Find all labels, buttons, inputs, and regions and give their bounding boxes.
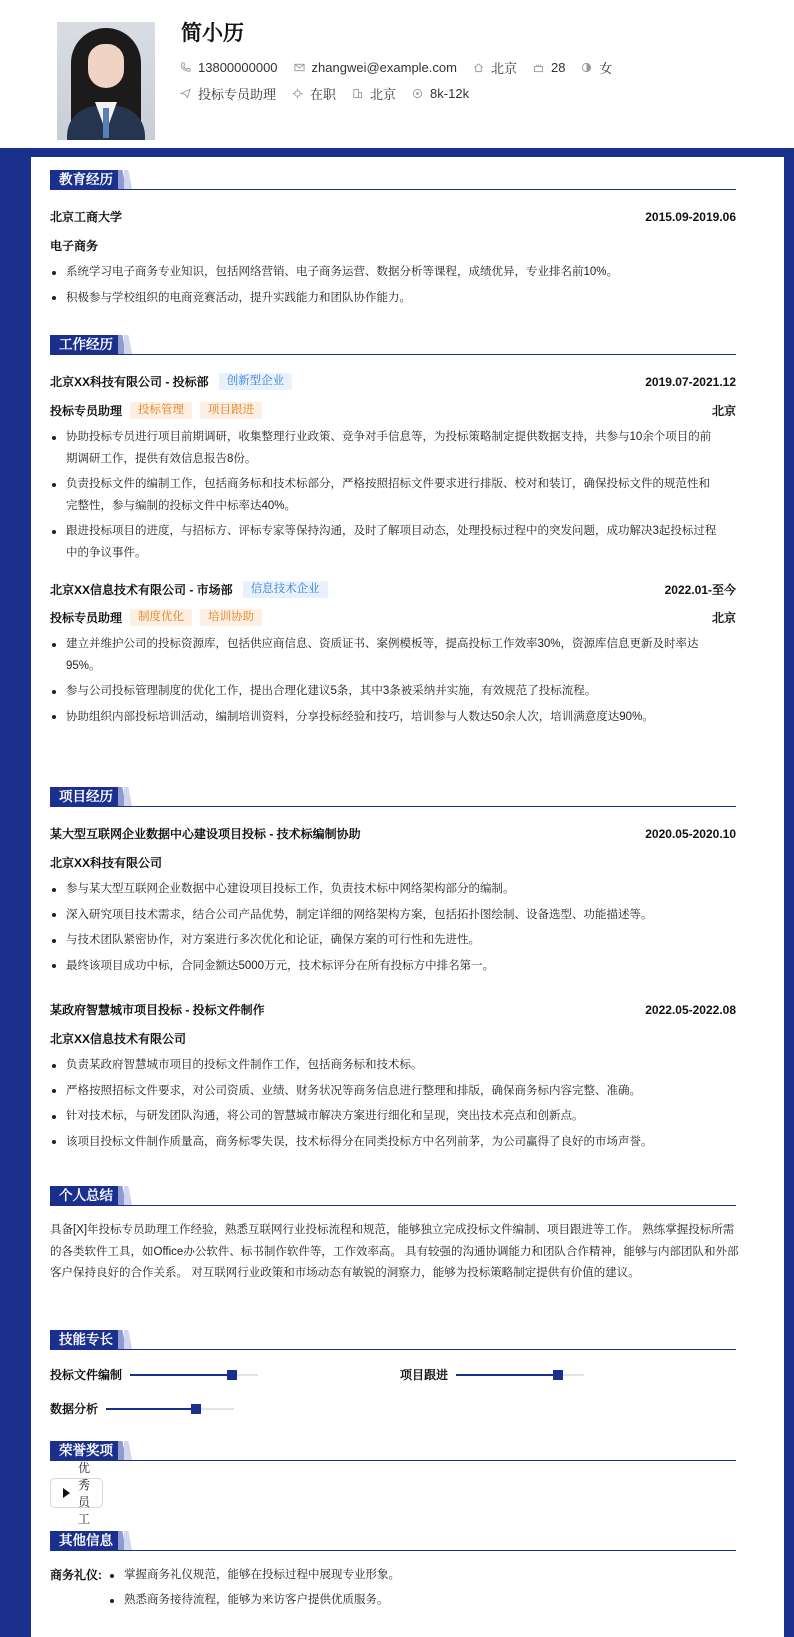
- project-1-header: [50, 1001, 736, 1018]
- play-icon: [63, 1488, 70, 1498]
- project-company: 北京XX科技有限公司: [50, 856, 163, 870]
- skill-tag: 项目跟进: [200, 402, 262, 419]
- list-item: 负责投标文件的编制工作，包括商务标和技术标部分，严格按照招标文件要求进行排版、校对和装订，确保投标文件的规范性和完整性，参与编制的投标文件中标率达40%。: [50, 474, 720, 517]
- phone-icon: [180, 62, 191, 73]
- age-text: 28: [550, 60, 566, 75]
- work-date: 2022.01-至今: [664, 583, 736, 597]
- summary-section: [50, 1186, 739, 1279]
- list-item: 参与某大型互联网企业数据中心建设项目投标工作，负责技术标中网络架构部分的编制。: [50, 879, 720, 901]
- target-city-text: 北京: [370, 87, 397, 102]
- skill-bar: [130, 1374, 258, 1376]
- candidate-name: 简小历: [181, 22, 244, 45]
- work-0-bullets: [50, 427, 720, 568]
- project-section: [50, 787, 736, 1148]
- section-header: [50, 1531, 736, 1551]
- section-header: [50, 1186, 736, 1206]
- major: 电子商务: [50, 239, 99, 253]
- section-title: 个人总结: [50, 1186, 122, 1205]
- status-icon: [292, 88, 303, 99]
- list-item: 参与公司投标管理制度的优化工作，提出合理化建议5条，其中3条被采纳并实施，有效规范了投标流程。: [50, 681, 720, 703]
- section-header: [50, 335, 736, 355]
- list-item: 该项目投标文件制作质量高，商务标零失误，技术标得分在同类投标方中名列前茅，为公司赢得了良好的市场声誉。: [50, 1132, 720, 1154]
- company-tag: 信息技术企业: [243, 581, 328, 598]
- gender-text: 女: [599, 61, 613, 76]
- other-item: [50, 1565, 400, 1615]
- school-name: 北京工商大学: [50, 210, 123, 224]
- other-section: [50, 1531, 736, 1606]
- role-title: 投标专员助理: [50, 404, 123, 418]
- list-item: 针对技术标，与研发团队沟通，将公司的智慧城市解决方案进行细化和呈现，突出技术亮点和创新点。: [50, 1106, 720, 1128]
- skill-name: 项目跟进: [400, 1368, 449, 1382]
- work-0-header: [50, 373, 736, 390]
- list-item: 协助组织内部投标培训活动，编制培训资料，分享投标经验和技巧，培训参与人数达50余人次，培训满意度达90%。: [50, 707, 720, 729]
- work-1-bullets: [50, 634, 720, 732]
- skill-tag: 制度优化: [130, 609, 192, 626]
- work-0-role: [50, 402, 736, 419]
- skills-section: [50, 1330, 736, 1416]
- salary-icon: [412, 88, 423, 99]
- education-bullets: [50, 262, 720, 313]
- building-icon: [352, 88, 363, 99]
- home-icon: [473, 62, 484, 73]
- education-section: [50, 170, 736, 304]
- section-title: 项目经历: [50, 787, 122, 806]
- other-label: 商务礼仪:: [50, 1568, 102, 1582]
- section-title: 工作经历: [50, 335, 122, 354]
- list-item: 跟进投标项目的进度，与招标方、评标专家等保持沟通，及时了解项目动态，处理投标过程中的突发问题，成功解决3起投标过程中的争议事件。: [50, 521, 720, 564]
- project-0-header: [50, 825, 736, 842]
- phone-text: 13800000000: [198, 60, 278, 75]
- skill-name: 数据分析: [50, 1402, 99, 1416]
- project-1-bullets: [50, 1055, 720, 1157]
- skill-level-marker: [553, 1370, 563, 1380]
- section-header: [50, 1330, 736, 1350]
- left-border: [0, 0, 31, 1637]
- age-icon: [533, 62, 544, 73]
- header: [0, 0, 794, 148]
- work-location: 北京: [711, 611, 736, 625]
- summary-text: 具备[X]年投标专员助理工作经验，熟悉互联网行业投标流程和规范，能够独立完成投标文件编制、项目跟进等工作。 熟练掌握投标所需的各类软件工具，如Office办公软件、标书制作软件等，工作效率高。 具有较强的沟通协调能力和团队合作精神，能够与内部团队和外部客户保持良好的合作关系。 对互联网行业政策和市场动态有敏锐的洞察力，能够为投标策略制定提供有价值的建议。: [50, 1224, 739, 1279]
- list-item: 深入研究项目技术需求，结合公司产品优势，制定详细的网络架构方案，包括拓扑图绘制、设备选型、功能描述等。: [50, 905, 720, 927]
- work-date: 2019.07-2021.12: [645, 374, 736, 389]
- work-1-role: [50, 609, 736, 626]
- project-title: 某大型互联网企业数据中心建设项目投标 - 技术标编制协助: [50, 827, 361, 841]
- company-name: 北京XX信息技术有限公司 - 市场部: [50, 583, 233, 597]
- send-icon: [180, 88, 191, 99]
- company-name: 北京XX科技有限公司 - 投标部: [50, 375, 209, 389]
- skill-item: [400, 1366, 584, 1383]
- company-tag: 创新型企业: [219, 373, 293, 390]
- skill-name: 投标文件编制: [50, 1368, 123, 1382]
- email-text: zhangwei@example.com: [311, 60, 457, 75]
- skill-level-marker: [191, 1404, 201, 1414]
- list-item: 最终该项目成功中标，合同金额达5000万元，技术标评分在所有投标方中排名第一。: [50, 956, 720, 978]
- gender-icon: [581, 62, 592, 73]
- work-1-header: [50, 581, 736, 598]
- right-border: [784, 0, 794, 1637]
- honors-section: [50, 1441, 736, 1526]
- job-intent-row: [180, 84, 485, 103]
- project-company: 北京XX信息技术有限公司: [50, 1032, 187, 1046]
- list-item: 系统学习电子商务专业知识，包括网络营销、电子商务运营、数据分析等课程，成绩优异，专业排名前10%。: [50, 262, 720, 284]
- section-title: 其他信息: [50, 1531, 122, 1550]
- city-text: 北京: [490, 61, 517, 76]
- skill-item: [50, 1400, 234, 1417]
- list-item: 建立并维护公司的投标资源库，包括供应商信息、资质证书、案例模板等，提高投标工作效率30%，资源库信息更新及时率达95%。: [50, 634, 720, 677]
- education-date: 2015.09-2019.06: [645, 209, 736, 224]
- position-text: 投标专员助理: [198, 87, 277, 102]
- list-item: 负责某政府智慧城市项目的投标文件制作工作，包括商务标和技术标。: [50, 1055, 720, 1077]
- project-date: 2022.05-2022.08: [645, 1002, 736, 1017]
- list-item: 熟悉商务接待流程，能够为来访客户提供优质服务。: [106, 1590, 400, 1611]
- work-section: [50, 335, 736, 723]
- skill-tag: 投标管理: [130, 402, 192, 419]
- work-location: 北京: [711, 404, 736, 418]
- section-header: [50, 1441, 736, 1461]
- skill-bar: [456, 1374, 584, 1376]
- header-divider: [0, 148, 794, 157]
- skill-tag: 培训协助: [200, 609, 262, 626]
- education-header: [50, 208, 736, 225]
- skill-item: [50, 1366, 258, 1383]
- section-header: [50, 170, 736, 190]
- section-header: [50, 787, 736, 807]
- list-item: 积极参与学校组织的电商竞赛活动，提升实践能力和团队协作能力。: [50, 288, 720, 310]
- award-item: [50, 1461, 103, 1526]
- mail-icon: [294, 62, 305, 73]
- section-title: 教育经历: [50, 170, 122, 189]
- status-text: 在职: [310, 87, 337, 102]
- avatar: [57, 22, 155, 140]
- project-title: 某政府智慧城市项目投标 - 投标文件制作: [50, 1003, 265, 1017]
- salary-text: 8k-12k: [430, 86, 470, 101]
- list-item: 严格按照招标文件要求，对公司资质、业绩、财务状况等商务信息进行整理和排版，确保商务标内容完整、准确。: [50, 1081, 720, 1103]
- other-bullets: [106, 1565, 400, 1615]
- list-item: 掌握商务礼仪规范，能够在投标过程中展现专业形象。: [106, 1565, 400, 1586]
- role-title: 投标专员助理: [50, 611, 123, 625]
- list-item: 与技术团队紧密协作，对方案进行多次优化和论证，确保方案的可行性和先进性。: [50, 930, 720, 952]
- section-title: 技能专长: [50, 1330, 122, 1349]
- skill-bar: [106, 1408, 234, 1410]
- skill-level-marker: [227, 1370, 237, 1380]
- project-0-bullets: [50, 879, 720, 981]
- contact-row: [180, 58, 628, 77]
- section-title: 荣誉奖项: [50, 1441, 122, 1460]
- list-item: 协助投标专员进行项目前期调研，收集整理行业政策、竞争对手信息等，为投标策略制定提供数据支持，共参与10余个项目的前期调研工作，提供有效信息报告8份。: [50, 427, 720, 470]
- project-date: 2020.05-2020.10: [645, 826, 736, 841]
- award-name: 优秀员工: [78, 1461, 91, 1526]
